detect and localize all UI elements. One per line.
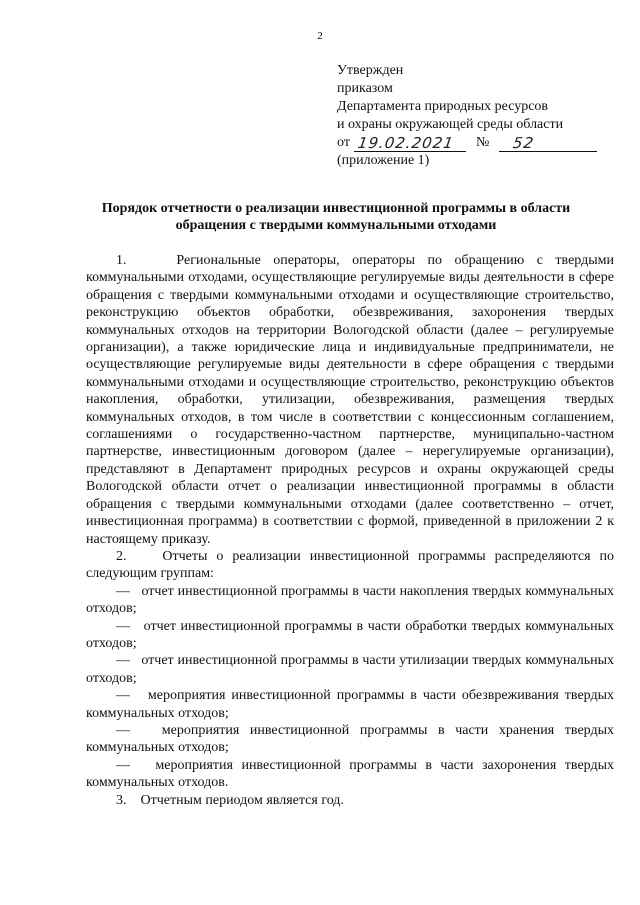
handwritten-date: 19.02.2021 — [356, 134, 456, 152]
approval-line-approved: Утвержден — [337, 63, 404, 78]
paragraph-2: 2. Отчеты о реализации инвестиционной программы распределяются по следующим группам: — [86, 548, 614, 582]
paragraph-3: 3. Отчетным периодом является год. — [116, 792, 344, 808]
title-line-2: обращения с твердыми коммунальными отходами — [175, 218, 497, 233]
approval-line-department: Департамента природных ресурсов — [337, 99, 549, 114]
title-line-1: Порядок отчетности о реализации инвестиционной программы в области — [101, 201, 571, 216]
paragraph-1: 1. Региональные операторы, операторы по обращению с твердыми коммунальными отходами, осуществляющие регулируемые виды деятельности в сфере обращения с твердыми коммунальными отходами и осуществляющие строительство, реконструкцию объектов обработки, обезвреживания, захоронения твердых коммунальных отходов на территории Вологодской области (далее – регулируемые организации), а также юридические лица и индивидуальные предприниматели, не осуществляющие регулируемые виды деятельности в сфере обращения с твердыми коммунальными отходами и осуществляющие строительство, реконструкцию объектов накопления, обработки, утилизации, обезвреживания, размещения твердых коммунальных отходов, в том числе в соответствии с концессионным соглашением, соглашениями о государственно-частном партнерстве, муниципально-частном партнерстве, инвестиционным договором (далее – нерегулируемые организации), представляют в Департамент природных ресурсов и охраны окружающей среды Вологодской области отчет о реализации инвестиционной программы в области обращения с твердыми коммунальными отходами (далее соответственно – отчет, инвестиционная программа) в соответствии с формой, приведенной в приложении 2 к настоящему приказу. — [86, 253, 614, 547]
document-title — [60, 200, 612, 234]
handwritten-number: 52 — [512, 134, 536, 152]
appendix-label: (приложение 1) — [337, 153, 430, 168]
list-item: — отчет инвестиционной программы в части накопления твердых коммунальных отходов; — [86, 583, 614, 617]
approval-line-protection: и охраны окружающей среды области — [337, 117, 564, 132]
date-field — [354, 134, 466, 152]
approval-line-order: приказом — [337, 81, 393, 96]
approval-block — [337, 62, 627, 170]
list-item: — мероприятия инвестиционной программы в части хранения твердых коммунальных отходов; — [86, 722, 614, 756]
page-number: 2 — [317, 30, 323, 42]
list-item: — отчет инвестиционной программы в части обработки твердых коммунальных отходов; — [86, 618, 614, 651]
number-field — [499, 134, 597, 152]
from-label: от — [337, 135, 350, 150]
number-label: № — [475, 135, 490, 150]
list-item: — мероприятия инвестиционной программы в части обезвреживания твердых коммунальных отходов; — [86, 688, 614, 721]
list-item: — мероприятия инвестиционной программы в части захоронения твердых коммунальных отходов. — [86, 757, 614, 791]
approval-date-number-line — [337, 134, 627, 152]
document-body — [86, 252, 614, 809]
list-item: — отчет инвестиционной программы в части утилизации твердых коммунальных отходов; — [86, 653, 614, 686]
